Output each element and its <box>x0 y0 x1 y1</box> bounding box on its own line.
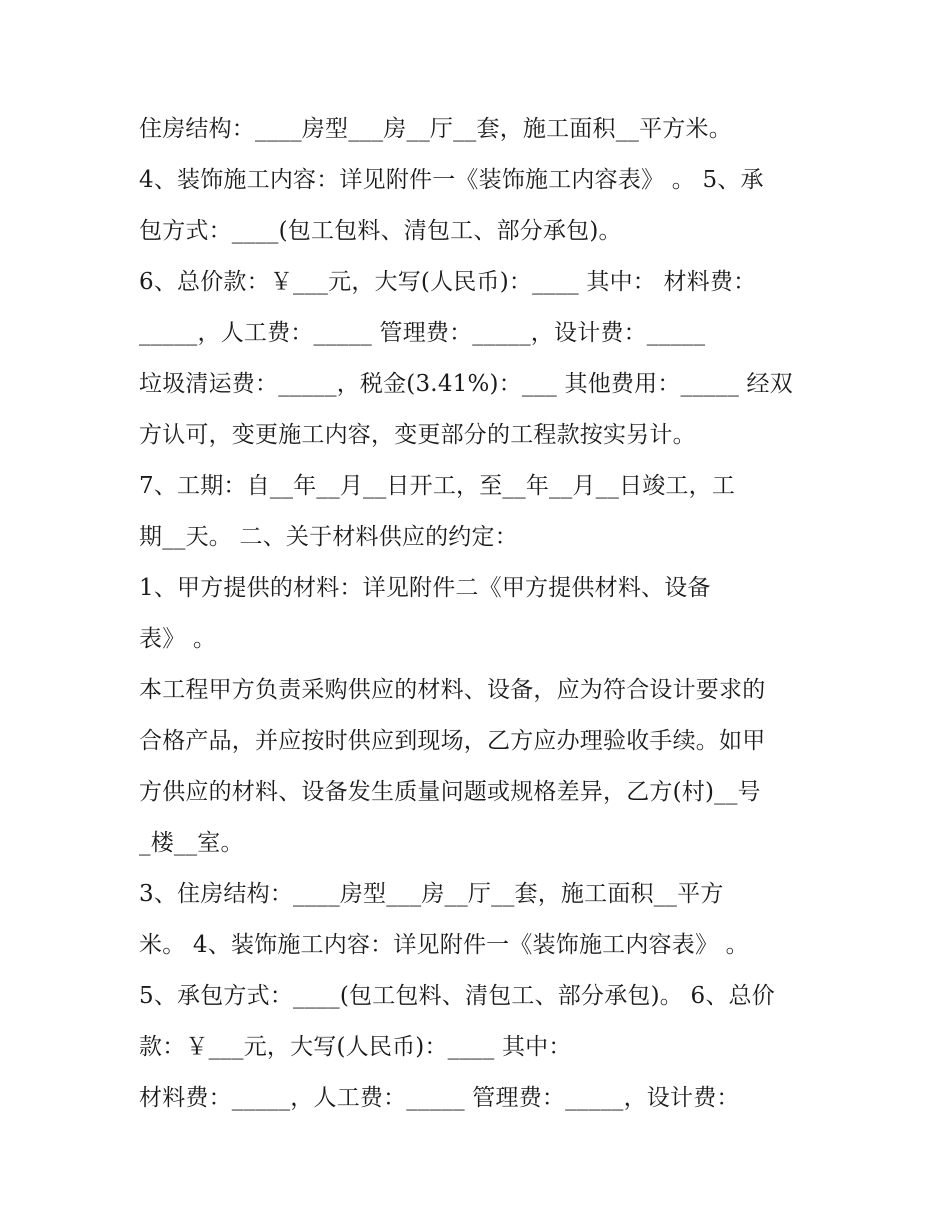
text-line: 材料费：_____，人工费：_____ 管理费：_____，设计费： <box>139 1085 740 1111</box>
text-line: 方认可，变更施工内容，变更部分的工程款按实另计。 <box>139 422 696 448</box>
text-line: 方供应的材料、设备发生质量问题或规格差异，乙方(村)__号 <box>139 779 761 805</box>
text-line: _____，人工费：_____ 管理费：_____，设计费：_____ <box>139 320 706 346</box>
text-line: 3、住房结构：____房型___房__厅__套，施工面积__平方 <box>139 881 724 907</box>
text-line: 款：￥___元，大写(人民币)：____ 其中： <box>139 1034 572 1060</box>
text-line: 垃圾清运费：_____，税金(3.41%)：___ 其他费用：_____ 经双 <box>139 371 793 397</box>
document-body <box>139 104 819 1124</box>
text-line: 期__天。 二、关于材料供应的约定： <box>139 524 518 550</box>
text-line: 住房结构：____房型___房__厅__套，施工面积__平方米。 <box>139 116 732 142</box>
text-line: _楼__室。 <box>139 830 244 856</box>
text-line: 1、甲方提供的材料：详见附件二《甲方提供材料、设备 <box>139 575 711 601</box>
text-line: 表》 。 <box>139 626 217 652</box>
text-line: 包方式：____(包工包料、清包工、部分承包)。 <box>139 218 622 244</box>
text-line: 6、总价款：￥___元，大写(人民币)：____ 其中： 材料费： <box>139 269 757 295</box>
text-line: 7、工期：自__年__月__日开工，至__年__月__日竣工，工 <box>139 473 736 499</box>
text-line: 4、装饰施工内容：详见附件一《装饰施工内容表》 。 5、承 <box>139 167 764 193</box>
text-line: 本工程甲方负责采购供应的材料、设备，应为符合设计要求的 <box>139 677 766 703</box>
text-line: 米。 4、装饰施工内容：详见附件一《装饰施工内容表》 。 <box>139 932 749 958</box>
text-line: 合格产品，并应按时供应到现场，乙方应办理验收手续。如甲 <box>139 728 766 754</box>
text-line: 5、承包方式：____(包工包料、清包工、部分承包)。 6、总价 <box>139 983 775 1009</box>
